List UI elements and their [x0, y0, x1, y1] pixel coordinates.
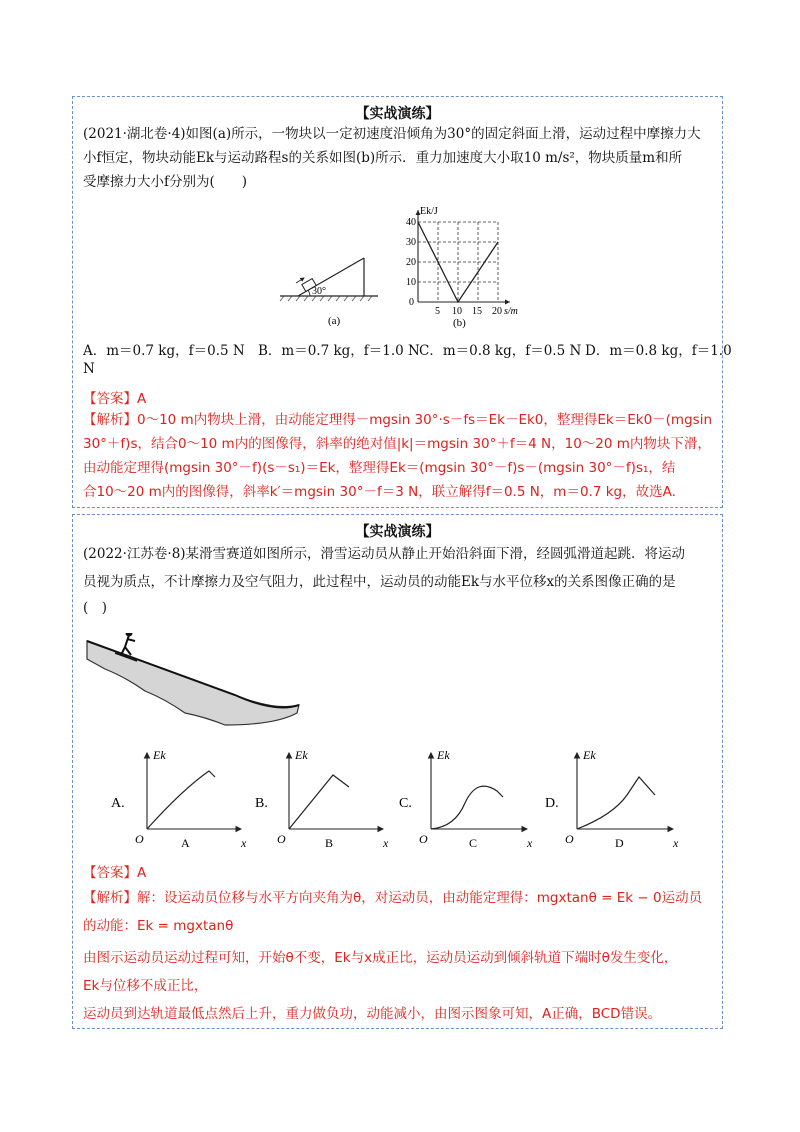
x-tick: 5: [435, 306, 440, 317]
graph-y-label: Ek: [153, 748, 166, 762]
graph-option-c[interactable]: [399, 748, 533, 850]
graph-x-label: x: [383, 836, 389, 850]
explanation-line: Ek与位移不成正比，: [83, 978, 208, 994]
y-tick: 10: [406, 277, 416, 288]
graph-x-label: x: [527, 836, 533, 850]
graph-letter: A.: [111, 796, 125, 811]
x-tick: 20: [492, 306, 502, 317]
option-a[interactable]: A．m＝0.7 kg，f＝0.5 N: [83, 343, 245, 359]
graph-caption: D: [615, 836, 624, 850]
graph-letter: D.: [545, 796, 559, 811]
graph-origin: O: [419, 832, 428, 846]
graph-y-label: Ek: [437, 748, 450, 762]
figure-caption: (a): [328, 315, 341, 327]
option-d[interactable]: D．m＝0.8 kg，f＝1.0: [585, 343, 732, 359]
graph-origin: O: [565, 832, 574, 846]
candidate-graphs: [103, 743, 703, 863]
explanation-line: 由图示运动员运动过程可知，开始θ不变，Ek与x成正比，运动员运动到倾斜轨道下端时θ发生变化，: [83, 950, 678, 966]
graph-caption: C: [469, 836, 478, 850]
graph-y-label: Ek: [583, 748, 596, 762]
graph-letter: B.: [255, 796, 268, 811]
section-heading: 【实战演练】: [355, 524, 440, 540]
graph-y-label: Ek: [295, 748, 308, 762]
x-axis-label: s/m: [504, 306, 518, 317]
incline-figure: [278, 252, 388, 332]
y-tick: 40: [406, 217, 416, 228]
question-stem-line: (2022·江苏卷·8)某滑雪赛道如图所示，滑雪运动员从静止开始沿斜面下滑，经圆弧滑道起跳．将运动: [83, 546, 686, 562]
figure-caption: (b): [453, 317, 466, 329]
explanation-line: 合10～20 m内的图像得，斜率k′＝mgsin 30°－f＝3 N，联立解得f＝0.5 N，m＝0.7 kg，故选A.: [83, 484, 676, 500]
graph-origin: O: [277, 832, 286, 846]
x-tick: 10: [452, 306, 462, 317]
question-stem-line: 员视为质点，不计摩擦力及空气阻力，此过程中，运动员的动能Ek与水平位移x的关系图像正确的是: [83, 574, 676, 590]
option-b[interactable]: B．m＝0.7 kg，f＝1.0 N: [258, 343, 420, 359]
ek-s-graph: [398, 202, 548, 332]
explanation-line: 的动能：Ek = mgxtanθ: [83, 918, 234, 934]
graph-letter: C.: [399, 796, 412, 811]
answer-label: 【答案】A: [83, 391, 147, 407]
explanation-line: 由动能定理得(mgsin 30°－f)(s－s₁)＝Ek，整理得Ek＝(mgsin 30°－f)s－(mgsin 30°－f)s₁，结: [83, 460, 676, 476]
y-tick: 20: [406, 257, 416, 268]
y-axis-label: Ek/J: [420, 206, 438, 217]
question-stem-line: 小f恒定，物块动能Ek与运动路程s的关系如图(b)所示．重力加速度大小取10 m/s²，物块质量m和所: [83, 150, 683, 166]
explanation-line: 【解析】解：设运动员位移与水平方向夹角为θ，对运动员，由动能定理得：mgxtanθ = Ek − 0运动员: [83, 890, 703, 906]
graph-option-d[interactable]: [545, 748, 679, 850]
question-card-1: [72, 96, 732, 508]
explanation-line: 运动员到达轨道最低点然后上升，重力做负功，动能减小，由图示图象可知，A正确，BCD错误。: [83, 1006, 662, 1022]
answer-options: [83, 339, 732, 383]
x-tick: 15: [472, 306, 482, 317]
graph-origin: O: [135, 832, 144, 846]
option-d-wrap: N: [83, 361, 95, 377]
graph-caption: B: [325, 836, 334, 850]
y-tick: 0: [409, 297, 414, 308]
y-tick: 30: [406, 237, 416, 248]
question-stem-line: (2021·湖北卷·4)如图(a)所示，一物块以一定初速度沿倾角为30°的固定斜面上滑，运动过程中摩擦力大: [83, 126, 701, 142]
graph-x-label: x: [673, 836, 679, 850]
section-heading: 【实战演练】: [355, 106, 440, 122]
answer-label: 【答案】A: [83, 865, 147, 881]
graph-option-a[interactable]: [111, 748, 247, 850]
graph-caption: A: [181, 836, 190, 850]
explanation-line: 【解析】0～10 m内物块上滑，由动能定理得－mgsin 30°·s－fs＝Ek－Ek0，整理得Ek＝Ek0－(mgsin: [83, 412, 712, 428]
graph-option-b[interactable]: [255, 748, 389, 850]
question-stem-line: ( ): [83, 600, 108, 616]
graph-x-label: x: [241, 836, 247, 850]
question-stem-line: 受摩擦力大小f分别为( ): [83, 174, 248, 190]
option-c[interactable]: C．m＝0.8 kg，f＝0.5 N: [419, 343, 582, 359]
angle-label: 30°: [312, 286, 326, 297]
explanation-line: 30°＋f)s，结合0～10 m内的图像得，斜率的绝对值|k|＝mgsin 30°＋f＝4 N，10～20 m内物块下滑，: [83, 436, 711, 452]
question-card-2: [72, 514, 723, 1029]
ski-slope-illustration: [85, 633, 315, 733]
